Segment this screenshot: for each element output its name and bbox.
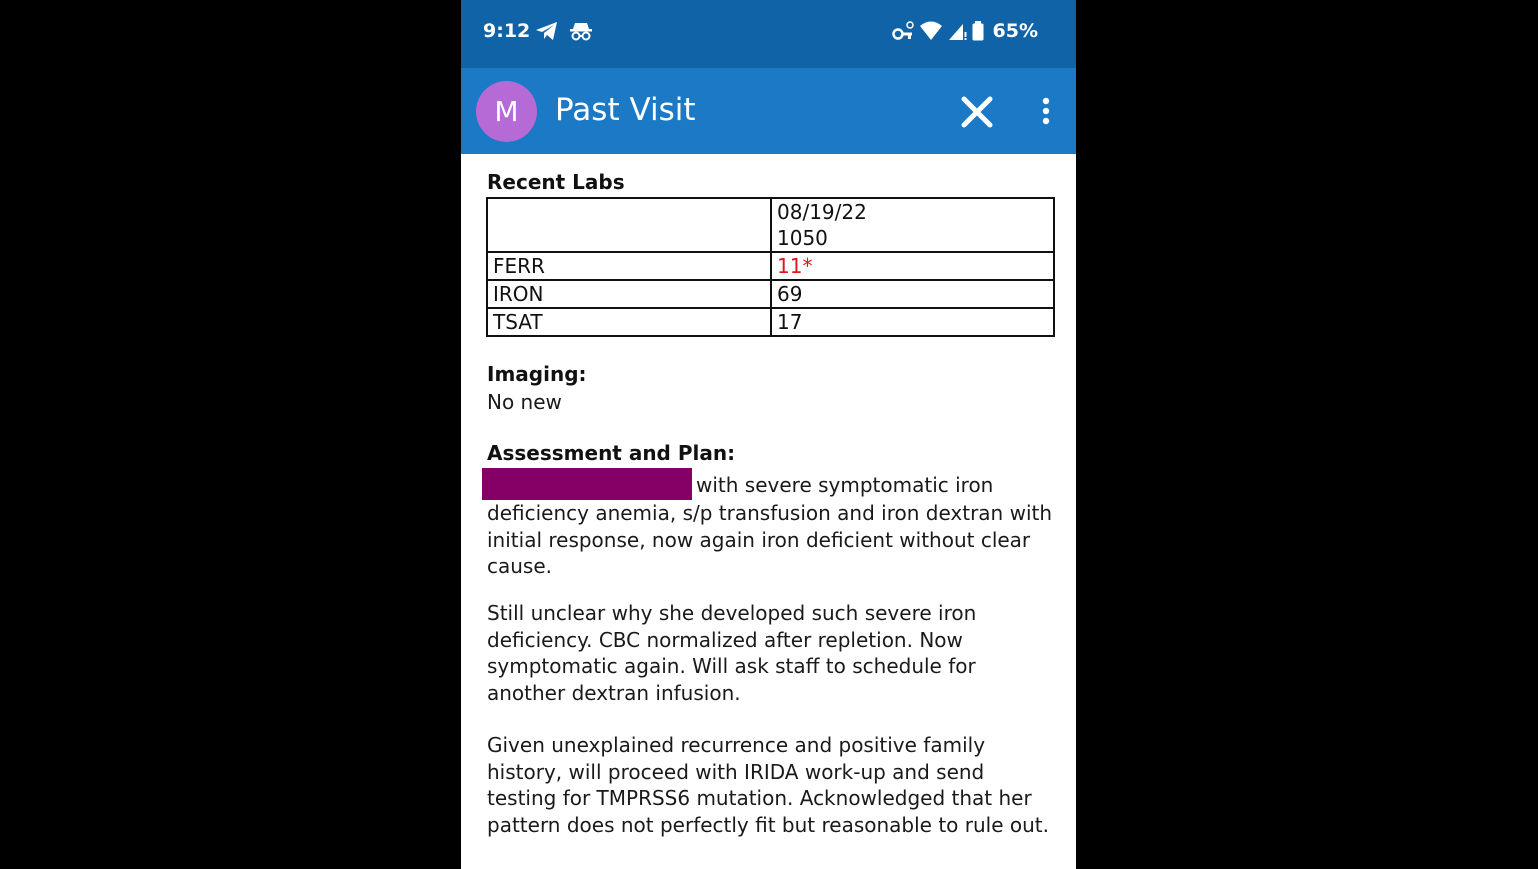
- telegram-icon: [535, 20, 559, 42]
- lab-value: 17: [771, 308, 1054, 336]
- more-vert-icon: [1036, 95, 1056, 129]
- battery-percent: 65%: [992, 20, 1038, 42]
- status-left-icons: [535, 20, 593, 42]
- table-header-row: [487, 198, 1054, 252]
- lab-name: IRON: [487, 280, 771, 308]
- table-row: [487, 252, 1054, 280]
- lab-value: 11*: [771, 252, 1054, 280]
- lab-time: 1050: [777, 226, 828, 250]
- assessment-heading: Assessment and Plan:: [487, 441, 736, 465]
- wifi-icon: [919, 20, 943, 42]
- table-header-empty-cell: [487, 198, 771, 252]
- lab-name: FERR: [487, 252, 771, 280]
- cell-signal-icon: [947, 20, 967, 42]
- table-header-date-cell: [771, 198, 1054, 252]
- assessment-paragraph-1: [487, 468, 1057, 580]
- incognito-icon: [569, 20, 593, 42]
- lab-name: TSAT: [487, 308, 771, 336]
- more-options-button[interactable]: [1036, 95, 1056, 129]
- status-time: 9:12: [483, 20, 531, 42]
- visit-note-content[interactable]: [461, 154, 1076, 869]
- close-icon: [959, 94, 995, 130]
- avatar[interactable]: M: [476, 81, 537, 142]
- redaction-block: [482, 468, 692, 500]
- app-bar: [461, 68, 1076, 154]
- imaging-text: No new: [487, 390, 562, 414]
- close-button[interactable]: [959, 94, 995, 130]
- battery-icon: [971, 20, 985, 42]
- status-right-icons: [891, 20, 1038, 42]
- phone-screen: [461, 0, 1076, 869]
- table-row: [487, 308, 1054, 336]
- lab-value: 69: [771, 280, 1054, 308]
- recent-labs-table: [486, 197, 1055, 337]
- vpn-key-icon: [891, 20, 915, 42]
- recent-labs-heading: Recent Labs: [487, 170, 625, 194]
- assessment-paragraph-3: Given unexplained recurrence and positive family history, will proceed with IRIDA work-up and send testing for TMPRSS6 mutation. Acknowledged that her pattern does not perfectly fit but reasonable to rule out.: [487, 733, 1050, 837]
- table-row: [487, 280, 1054, 308]
- page-title: Past Visit: [555, 92, 696, 128]
- assessment-paragraph-2: Still unclear why she developed such severe iron deficiency. CBC normalized after repletion. Now symptomatic again. Will ask staff to schedule for another dextran infusion.: [487, 601, 977, 705]
- status-bar: [461, 0, 1076, 68]
- lab-date: 08/19/22: [777, 200, 867, 224]
- assessment-paragraph-1-text: with severe symptomatic iron deficiency anemia, s/p transfusion and iron dextran with initial response, now again iron deficient without clear cause.: [487, 473, 1053, 578]
- imaging-heading: Imaging:: [487, 362, 587, 386]
